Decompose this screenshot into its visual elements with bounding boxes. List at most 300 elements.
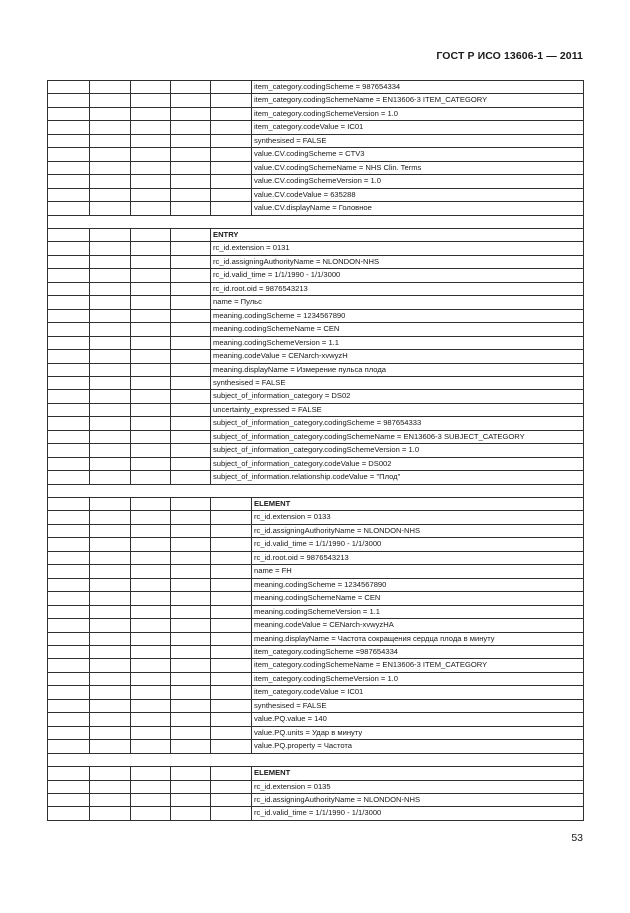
table-row bbox=[48, 484, 584, 497]
indent-cell bbox=[90, 646, 131, 659]
indent-cell bbox=[48, 619, 90, 632]
indent-cell bbox=[131, 538, 171, 551]
indent-cell bbox=[131, 107, 171, 120]
page-header: ГОСТ Р ИСО 13606-1 — 2011 bbox=[436, 50, 583, 62]
empty-row-cell bbox=[48, 484, 584, 497]
indent-cell bbox=[131, 551, 171, 564]
indent-cell bbox=[171, 444, 211, 457]
indent-cell bbox=[90, 807, 131, 820]
indent-cell bbox=[171, 188, 211, 201]
indent-cell bbox=[131, 94, 171, 107]
table-row bbox=[48, 444, 584, 457]
indent-cell bbox=[90, 524, 131, 537]
table-row bbox=[48, 228, 584, 241]
indent-cell bbox=[131, 296, 171, 309]
indent-cell bbox=[171, 672, 211, 685]
indent-cell bbox=[171, 430, 211, 443]
indent-cell bbox=[90, 202, 131, 215]
indent-cell bbox=[131, 793, 171, 806]
indent-cell bbox=[171, 605, 211, 618]
indent-cell bbox=[48, 269, 90, 282]
indent-cell bbox=[48, 376, 90, 389]
entry-cell: item_category.codingSchemeVersion = 1.0 bbox=[252, 107, 584, 120]
indent-cell bbox=[48, 202, 90, 215]
structure-table bbox=[47, 80, 584, 821]
indent-cell bbox=[211, 605, 252, 618]
table-row bbox=[48, 175, 584, 188]
entry-cell: meaning.codingSchemeVersion = 1.1 bbox=[252, 605, 584, 618]
indent-cell bbox=[171, 713, 211, 726]
entry-cell: value.CV.codeValue = 635288 bbox=[252, 188, 584, 201]
indent-cell bbox=[171, 524, 211, 537]
table-row bbox=[48, 148, 584, 161]
indent-cell bbox=[131, 780, 171, 793]
indent-cell bbox=[171, 659, 211, 672]
indent-cell bbox=[171, 471, 211, 484]
indent-cell bbox=[90, 417, 131, 430]
indent-cell bbox=[171, 457, 211, 470]
entry-cell: meaning.codingSchemeName = CEN bbox=[211, 323, 584, 336]
indent-cell bbox=[48, 565, 90, 578]
table-body bbox=[48, 81, 584, 821]
indent-cell bbox=[48, 578, 90, 591]
indent-cell bbox=[211, 780, 252, 793]
indent-cell bbox=[171, 202, 211, 215]
table-row bbox=[48, 767, 584, 780]
indent-cell bbox=[90, 793, 131, 806]
indent-cell bbox=[48, 81, 90, 94]
indent-cell bbox=[211, 188, 252, 201]
table-row bbox=[48, 350, 584, 363]
table-row bbox=[48, 457, 584, 470]
table-row bbox=[48, 121, 584, 134]
indent-cell bbox=[48, 161, 90, 174]
entry-cell: item_category.codingSchemeVersion = 1.0 bbox=[252, 672, 584, 685]
entry-cell: subject_of_information_category.codeValue = DS002 bbox=[211, 457, 584, 470]
table-row bbox=[48, 605, 584, 618]
entry-cell: value.CV.codingScheme = CTV3 bbox=[252, 148, 584, 161]
table-row bbox=[48, 753, 584, 766]
indent-cell bbox=[211, 511, 252, 524]
indent-cell bbox=[171, 807, 211, 820]
indent-cell bbox=[171, 592, 211, 605]
indent-cell bbox=[90, 578, 131, 591]
indent-cell bbox=[90, 376, 131, 389]
indent-cell bbox=[48, 107, 90, 120]
indent-cell bbox=[131, 121, 171, 134]
indent-cell bbox=[211, 578, 252, 591]
indent-cell bbox=[211, 81, 252, 94]
indent-cell bbox=[90, 228, 131, 241]
indent-cell bbox=[211, 659, 252, 672]
table-row bbox=[48, 538, 584, 551]
indent-cell bbox=[90, 457, 131, 470]
indent-cell bbox=[90, 471, 131, 484]
indent-cell bbox=[171, 390, 211, 403]
table-row bbox=[48, 134, 584, 147]
indent-cell bbox=[171, 619, 211, 632]
indent-cell bbox=[131, 686, 171, 699]
indent-cell bbox=[90, 430, 131, 443]
entry-cell: subject_of_information.relationship.codeValue = "Плод" bbox=[211, 471, 584, 484]
indent-cell bbox=[90, 498, 131, 511]
indent-cell bbox=[90, 81, 131, 94]
entry-cell: uncertainty_expressed = FALSE bbox=[211, 403, 584, 416]
indent-cell bbox=[171, 134, 211, 147]
table-row bbox=[48, 551, 584, 564]
indent-cell bbox=[171, 726, 211, 739]
indent-cell bbox=[211, 807, 252, 820]
indent-cell bbox=[90, 672, 131, 685]
indent-cell bbox=[48, 336, 90, 349]
indent-cell bbox=[171, 228, 211, 241]
entry-cell: rc_id.root.oid = 9876543213 bbox=[252, 551, 584, 564]
entry-cell: item_category.codingSchemeName = EN13606-3 ITEM_CATEGORY bbox=[252, 94, 584, 107]
entry-cell: meaning.codingSchemeName = CEN bbox=[252, 592, 584, 605]
indent-cell bbox=[171, 296, 211, 309]
table-row bbox=[48, 807, 584, 820]
entry-cell: synthesised = FALSE bbox=[211, 376, 584, 389]
indent-cell bbox=[131, 161, 171, 174]
indent-cell bbox=[131, 767, 171, 780]
page-number: 53 bbox=[571, 832, 583, 844]
indent-cell bbox=[48, 309, 90, 322]
indent-cell bbox=[171, 161, 211, 174]
indent-cell bbox=[90, 767, 131, 780]
indent-cell bbox=[48, 740, 90, 753]
indent-cell bbox=[171, 686, 211, 699]
table-row bbox=[48, 94, 584, 107]
entry-cell: name = Пульс bbox=[211, 296, 584, 309]
indent-cell bbox=[171, 255, 211, 268]
table-row bbox=[48, 565, 584, 578]
indent-cell bbox=[48, 121, 90, 134]
indent-cell bbox=[131, 726, 171, 739]
indent-cell bbox=[90, 188, 131, 201]
table-row bbox=[48, 107, 584, 120]
indent-cell bbox=[131, 175, 171, 188]
indent-cell bbox=[90, 659, 131, 672]
indent-cell bbox=[171, 632, 211, 645]
indent-cell bbox=[48, 430, 90, 443]
indent-cell bbox=[48, 538, 90, 551]
entry-cell: meaning.displayName = Измерение пульса плода bbox=[211, 363, 584, 376]
indent-cell bbox=[131, 336, 171, 349]
indent-cell bbox=[131, 376, 171, 389]
indent-cell bbox=[211, 632, 252, 645]
indent-cell bbox=[90, 686, 131, 699]
indent-cell bbox=[211, 740, 252, 753]
table-row bbox=[48, 632, 584, 645]
entry-cell: value.PQ.property = Частота bbox=[252, 740, 584, 753]
table-row bbox=[48, 471, 584, 484]
indent-cell bbox=[171, 148, 211, 161]
table-row bbox=[48, 793, 584, 806]
indent-cell bbox=[131, 282, 171, 295]
table-row bbox=[48, 81, 584, 94]
indent-cell bbox=[48, 498, 90, 511]
indent-cell bbox=[90, 161, 131, 174]
entry-cell: value.CV.displayName = Головное bbox=[252, 202, 584, 215]
table-row bbox=[48, 498, 584, 511]
entry-cell: meaning.displayName = Частота сокращения сердца плода в минуту bbox=[252, 632, 584, 645]
indent-cell bbox=[90, 632, 131, 645]
entry-cell: rc_id.assigningAuthorityName = NLONDON-NHS bbox=[252, 793, 584, 806]
entry-cell: name = FH bbox=[252, 565, 584, 578]
indent-cell bbox=[211, 793, 252, 806]
indent-cell bbox=[211, 726, 252, 739]
indent-cell bbox=[48, 780, 90, 793]
indent-cell bbox=[131, 390, 171, 403]
entry-cell: item_category.codeValue = IC01 bbox=[252, 121, 584, 134]
indent-cell bbox=[90, 242, 131, 255]
indent-cell bbox=[48, 188, 90, 201]
table-row bbox=[48, 188, 584, 201]
indent-cell bbox=[90, 619, 131, 632]
indent-cell bbox=[211, 592, 252, 605]
entry-cell: meaning.codeValue = CENarch-xvwyzH bbox=[211, 350, 584, 363]
table-row bbox=[48, 403, 584, 416]
indent-cell bbox=[211, 175, 252, 188]
indent-cell bbox=[211, 202, 252, 215]
table-row bbox=[48, 524, 584, 537]
indent-cell bbox=[48, 403, 90, 416]
indent-cell bbox=[90, 740, 131, 753]
indent-cell bbox=[171, 323, 211, 336]
indent-cell bbox=[48, 255, 90, 268]
indent-cell bbox=[131, 417, 171, 430]
indent-cell bbox=[131, 363, 171, 376]
indent-cell bbox=[211, 524, 252, 537]
indent-cell bbox=[171, 336, 211, 349]
indent-cell bbox=[90, 592, 131, 605]
indent-cell bbox=[90, 350, 131, 363]
table-row bbox=[48, 511, 584, 524]
indent-cell bbox=[131, 444, 171, 457]
indent-cell bbox=[48, 646, 90, 659]
indent-cell bbox=[48, 713, 90, 726]
indent-cell bbox=[131, 430, 171, 443]
table-row bbox=[48, 699, 584, 712]
indent-cell bbox=[90, 309, 131, 322]
indent-cell bbox=[131, 605, 171, 618]
indent-cell bbox=[48, 726, 90, 739]
indent-cell bbox=[131, 403, 171, 416]
indent-cell bbox=[48, 457, 90, 470]
indent-cell bbox=[90, 336, 131, 349]
indent-cell bbox=[211, 672, 252, 685]
entry-cell: item_category.codingScheme =987654334 bbox=[252, 646, 584, 659]
indent-cell bbox=[171, 538, 211, 551]
indent-cell bbox=[131, 740, 171, 753]
indent-cell bbox=[171, 793, 211, 806]
indent-cell bbox=[131, 524, 171, 537]
indent-cell bbox=[48, 282, 90, 295]
table-row bbox=[48, 161, 584, 174]
indent-cell bbox=[131, 592, 171, 605]
indent-cell bbox=[48, 417, 90, 430]
indent-cell bbox=[131, 134, 171, 147]
table-row bbox=[48, 659, 584, 672]
entry-cell: meaning.codeValue = CENarch-xvwyzHA bbox=[252, 619, 584, 632]
indent-cell bbox=[171, 646, 211, 659]
indent-cell bbox=[48, 767, 90, 780]
table-row bbox=[48, 740, 584, 753]
table-row bbox=[48, 296, 584, 309]
indent-cell bbox=[131, 565, 171, 578]
indent-cell bbox=[131, 255, 171, 268]
indent-cell bbox=[171, 107, 211, 120]
indent-cell bbox=[131, 619, 171, 632]
indent-cell bbox=[48, 699, 90, 712]
indent-cell bbox=[90, 107, 131, 120]
indent-cell bbox=[48, 390, 90, 403]
indent-cell bbox=[211, 646, 252, 659]
entry-cell: meaning.codingScheme = 1234567890 bbox=[252, 578, 584, 591]
indent-cell bbox=[90, 282, 131, 295]
indent-cell bbox=[131, 269, 171, 282]
table-row bbox=[48, 726, 584, 739]
table-row bbox=[48, 780, 584, 793]
table-row bbox=[48, 215, 584, 228]
entry-cell: ENTRY bbox=[211, 228, 584, 241]
indent-cell bbox=[171, 740, 211, 753]
indent-cell bbox=[211, 538, 252, 551]
indent-cell bbox=[211, 686, 252, 699]
indent-cell bbox=[131, 699, 171, 712]
indent-cell bbox=[211, 148, 252, 161]
indent-cell bbox=[131, 188, 171, 201]
entry-cell: rc_id.root.oid = 9876543213 bbox=[211, 282, 584, 295]
indent-cell bbox=[171, 242, 211, 255]
entry-cell: subject_of_information_category = DS02 bbox=[211, 390, 584, 403]
table-row bbox=[48, 430, 584, 443]
indent-cell bbox=[171, 81, 211, 94]
indent-cell bbox=[90, 269, 131, 282]
entry-cell: rc_id.valid_time = 1/1/1990 - 1/1/3000 bbox=[252, 807, 584, 820]
indent-cell bbox=[48, 134, 90, 147]
indent-cell bbox=[48, 148, 90, 161]
indent-cell bbox=[131, 81, 171, 94]
indent-cell bbox=[90, 255, 131, 268]
entry-cell: ELEMENT bbox=[252, 767, 584, 780]
indent-cell bbox=[131, 659, 171, 672]
entry-cell: rc_id.valid_time = 1/1/1990 - 1/1/3000 bbox=[211, 269, 584, 282]
indent-cell bbox=[131, 228, 171, 241]
entry-cell: subject_of_information_category.codingSchemeName = EN13606-3 SUBJECT_CATEGORY bbox=[211, 430, 584, 443]
indent-cell bbox=[131, 148, 171, 161]
table-row bbox=[48, 619, 584, 632]
table-row bbox=[48, 376, 584, 389]
indent-cell bbox=[211, 699, 252, 712]
entry-cell: value.CV.codingSchemeVersion = 1.0 bbox=[252, 175, 584, 188]
entry-cell: value.PQ.units = Удар в минуту bbox=[252, 726, 584, 739]
indent-cell bbox=[131, 350, 171, 363]
indent-cell bbox=[211, 121, 252, 134]
table-row bbox=[48, 363, 584, 376]
indent-cell bbox=[48, 444, 90, 457]
table-row bbox=[48, 255, 584, 268]
indent-cell bbox=[171, 269, 211, 282]
empty-row-cell bbox=[48, 215, 584, 228]
entry-cell: value.CV.codingSchemeName = NHS Clin. Terms bbox=[252, 161, 584, 174]
indent-cell bbox=[211, 551, 252, 564]
entry-cell: ELEMENT bbox=[252, 498, 584, 511]
indent-cell bbox=[211, 134, 252, 147]
indent-cell bbox=[90, 713, 131, 726]
indent-cell bbox=[48, 242, 90, 255]
indent-cell bbox=[48, 175, 90, 188]
indent-cell bbox=[131, 309, 171, 322]
indent-cell bbox=[90, 726, 131, 739]
entry-cell: rc_id.extension = 0135 bbox=[252, 780, 584, 793]
entry-cell: rc_id.extension = 0131 bbox=[211, 242, 584, 255]
indent-cell bbox=[90, 403, 131, 416]
indent-cell bbox=[48, 793, 90, 806]
indent-cell bbox=[48, 350, 90, 363]
indent-cell bbox=[48, 363, 90, 376]
entry-cell: subject_of_information_category.codingScheme = 987654333 bbox=[211, 417, 584, 430]
indent-cell bbox=[171, 511, 211, 524]
table-row bbox=[48, 390, 584, 403]
indent-cell bbox=[171, 403, 211, 416]
indent-cell bbox=[48, 672, 90, 685]
indent-cell bbox=[211, 94, 252, 107]
table-row bbox=[48, 282, 584, 295]
indent-cell bbox=[211, 498, 252, 511]
indent-cell bbox=[171, 309, 211, 322]
indent-cell bbox=[48, 686, 90, 699]
indent-cell bbox=[171, 417, 211, 430]
indent-cell bbox=[171, 175, 211, 188]
indent-cell bbox=[90, 363, 131, 376]
indent-cell bbox=[171, 565, 211, 578]
indent-cell bbox=[171, 121, 211, 134]
entry-cell: rc_id.assigningAuthorityName = NLONDON-NHS bbox=[211, 255, 584, 268]
indent-cell bbox=[90, 511, 131, 524]
table-row bbox=[48, 202, 584, 215]
entry-cell: rc_id.valid_time = 1/1/1990 - 1/1/3000 bbox=[252, 538, 584, 551]
indent-cell bbox=[48, 551, 90, 564]
indent-cell bbox=[90, 780, 131, 793]
indent-cell bbox=[90, 148, 131, 161]
table-row bbox=[48, 646, 584, 659]
empty-row-cell bbox=[48, 753, 584, 766]
indent-cell bbox=[90, 538, 131, 551]
indent-cell bbox=[131, 807, 171, 820]
indent-cell bbox=[211, 713, 252, 726]
indent-cell bbox=[211, 619, 252, 632]
indent-cell bbox=[90, 444, 131, 457]
table-row bbox=[48, 672, 584, 685]
entry-cell: meaning.codingSchemeVersion = 1.1 bbox=[211, 336, 584, 349]
indent-cell bbox=[171, 282, 211, 295]
indent-cell bbox=[131, 202, 171, 215]
entry-cell: rc_id.assigningAuthorityName = NLONDON-NHS bbox=[252, 524, 584, 537]
table-row bbox=[48, 417, 584, 430]
indent-cell bbox=[211, 107, 252, 120]
indent-cell bbox=[90, 699, 131, 712]
table-row bbox=[48, 686, 584, 699]
indent-cell bbox=[90, 175, 131, 188]
indent-cell bbox=[131, 498, 171, 511]
indent-cell bbox=[211, 565, 252, 578]
indent-cell bbox=[131, 323, 171, 336]
indent-cell bbox=[171, 94, 211, 107]
indent-cell bbox=[90, 121, 131, 134]
indent-cell bbox=[48, 296, 90, 309]
indent-cell bbox=[48, 94, 90, 107]
